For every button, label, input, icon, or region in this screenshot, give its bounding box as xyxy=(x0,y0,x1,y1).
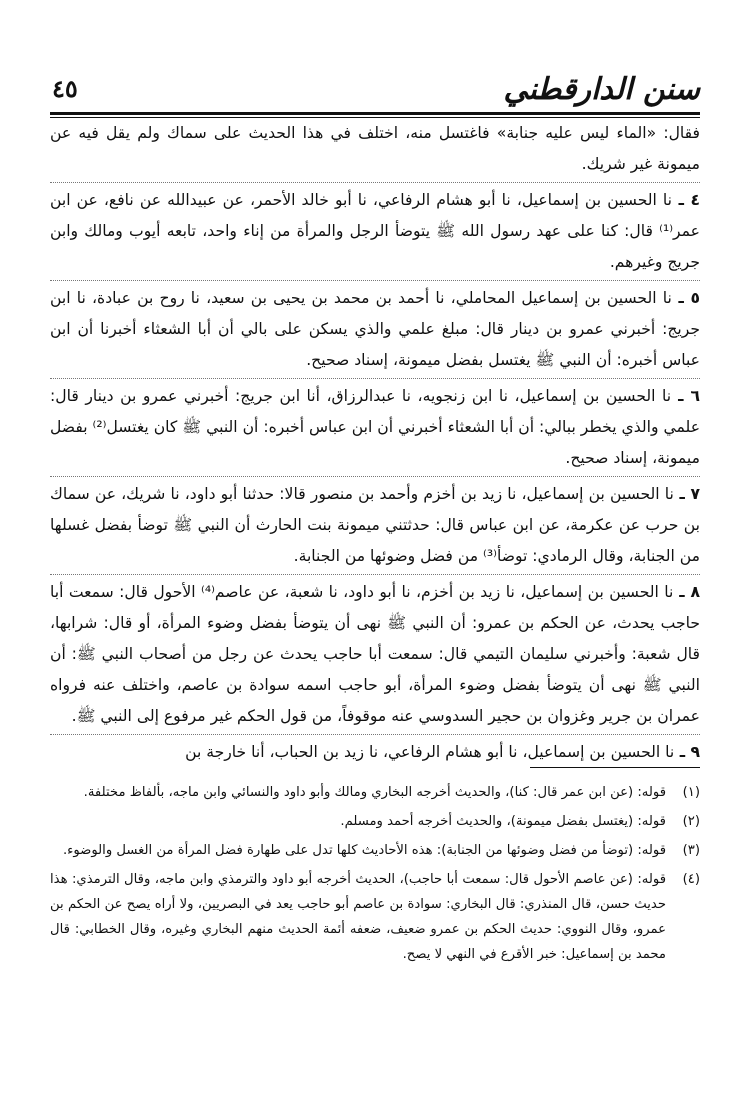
text-line: الشعثاء أخبرنا أن ابن عباس أخبره: أن النبي ﷺ يغتسل بفضل ميمونة، إسناد صحيح. xyxy=(50,320,700,369)
footnote-line: قوله: (عن ابن عمر قال: كنا)، والحديث أخرجه البخاري ومالك وأبو داود والنسائي وابن ماجه، xyxy=(164,785,666,800)
text-line: نا الحسين بن إسماعيل، نا زيد بن أخزم وأحمد بن منصور قالا: حدثنا أبو داود، نا xyxy=(165,485,674,503)
hadith-number: ٧ ـ xyxy=(673,485,700,503)
footnotes xyxy=(50,780,700,971)
text-line: نا الحسين بن إسماعيل، نا زيد بن أخزم، نا أبو داود، نا شعبة، عن عاصم⁽⁴⁾ الأحول xyxy=(147,583,674,601)
text-line: تابعه أيوب ومالك وابن جريج وغيرهم. xyxy=(50,222,700,271)
text-line: رجل من أصحاب النبي ﷺ: أن النبي ﷺ نهى أن يتوضأ بفضل وضوء المرأة، أبو حاجب اسمه xyxy=(50,645,701,694)
footnote-line: بألفاظ مختلفة. xyxy=(83,785,165,800)
paragraph-separator xyxy=(50,378,700,379)
footnote-number: (٣) xyxy=(682,843,700,858)
hadith-paragraph xyxy=(50,577,700,732)
footnote-line: الحكم بن عمرو ضعيف، ضعفه أئمة الحديث منهم البخاري وغيره، وقال الخطابي: قال محمد بن xyxy=(50,922,666,962)
hadith-number: ٤ ـ xyxy=(672,191,700,209)
text-line: من قول الحكم غير مرفوع إلى النبي ﷺ. xyxy=(71,707,333,725)
text-line: عبادة، نا ابن جريج: أخبرني عمرو بن دينار قال: مبلغ علمي والذي يسكن على بالي أن أبا xyxy=(50,289,700,338)
text-line: سوادة بن عاصم، واختلف عنه فرواه عمران بن جرير وغزوان بن حجير السدوسي عنه موقوفاً، xyxy=(50,676,700,725)
footnote-line: ماجه، وقال الترمذي: هذا حديث حسن، قال المنذري: قال البخاري: سوادة بن عاصم xyxy=(50,872,666,912)
hadith-paragraph xyxy=(50,479,700,572)
text-line: النبي ﷺ توضأ بفضل غسلها من الجنابة، وقال الرمادي: توضأ⁽³⁾ من فضل وضوئها من الجنابة. xyxy=(50,516,700,565)
footnote-line: الغسل والوضوء. xyxy=(62,843,153,858)
header-rule xyxy=(50,112,700,115)
text-line: المرأة، أو قال: شرابها، قال شعبة: وأخبرني سليمان التيمي قال: سمعت أبا حاجب يحدث عن xyxy=(50,614,700,663)
book-page xyxy=(50,70,700,1070)
hadith-number: ٩ ـ xyxy=(674,743,700,761)
text-line: كان يغتسل⁽²⁾ بفضل ميمونة، إسناد صحيح. xyxy=(50,418,700,467)
hadith-number: ٥ ـ xyxy=(671,289,700,307)
page-header xyxy=(50,70,700,108)
main-text xyxy=(50,118,700,770)
footnote-line: قوله: (توضأ من فضل وضوئها من الجنابة): هذه الأحاديث كلها تدل على طهارة فضل المرأة من xyxy=(152,843,666,858)
page-number: ٤٥ xyxy=(52,74,78,103)
hadith-paragraph xyxy=(50,283,700,376)
text-line: قال: سمعت أبا حاجب يحدث، عن الحكم بن عمرو: أن النبي ﷺ نهى أن يتوضأ بفضل وضوء xyxy=(50,583,700,632)
footnote-number: (١) xyxy=(682,785,700,800)
footnote-text xyxy=(50,809,666,834)
hadith-number: ٨ ـ xyxy=(673,583,700,601)
paragraph-separator xyxy=(50,476,700,477)
paragraph-separator xyxy=(50,574,700,575)
text-line: نا الحسين بن إسماعيل، نا أبو هشام الرفاعي، نا زيد بن الحباب، أنا خارجة بن xyxy=(185,743,675,761)
footnote xyxy=(50,780,700,805)
text-line: فقال: «الماء ليس عليه جنابة» فاغتسل منه، اختلف في هذا الحديث على سماك ولم يقل فيه عن xyxy=(50,124,700,142)
paragraph-separator xyxy=(50,734,700,735)
text-line: ميمونة غير شريك. xyxy=(581,155,700,173)
text-line: نا الحسين بن إسماعيل، نا ابن زنجويه، نا عبدالرزاق، أنا ابن جريج: أخبرني عمرو بن xyxy=(113,387,672,405)
footnote-line: إسماعيل: خبر الأقرع في النهي لا يصح. xyxy=(402,947,614,962)
hadith-number: ٦ ـ xyxy=(671,387,700,405)
hadith-paragraph xyxy=(50,118,700,180)
hadith-paragraph xyxy=(50,381,700,474)
running-title: سنن الدارقطني xyxy=(503,72,700,107)
footnote-number: (٤) xyxy=(682,872,700,887)
text-line: دينار قال: علمي والذي يخطر ببالي: أن أبا الشعثاء أخبرني أن ابن عباس أخبره: أن النبي ﷺ xyxy=(50,387,700,436)
paragraph-separator xyxy=(50,182,700,183)
footnote xyxy=(50,838,700,863)
text-line: نافع، عن ابن عمر⁽¹⁾ قال: كنا على عهد رسول الله ﷺ يتوضأ الرجل والمرأة من إناء واحد، xyxy=(50,191,700,240)
footnote-number: (٢) xyxy=(682,814,700,829)
hadith-paragraph xyxy=(50,737,700,768)
footnote-text xyxy=(50,867,666,967)
footnote xyxy=(50,867,700,967)
text-line: نا الحسين بن إسماعيل، نا أبو هشام الرفاعي، نا أبو خالد الأحمر، عن عبيدالله عن xyxy=(133,191,673,209)
footnote-text xyxy=(50,780,666,805)
footnote xyxy=(50,809,700,834)
text-line: شريك، عن سماك بن حرب عن عكرمة، عن ابن عباس قال: حدثتني ميمونة بنت الحارث أن xyxy=(50,485,700,534)
footnote-line: قوله: (يغتسل بفضل ميمونة)، والحديث أخرجه أحمد ومسلم. xyxy=(340,814,666,829)
hadith-paragraph xyxy=(50,185,700,278)
text-line: نا الحسين بن إسماعيل المحاملي، نا أحمد بن محمد بن يحيى بن سعيد، نا روح بن xyxy=(130,289,672,307)
footnote-line: أبو حاجب يعد في البصريين، ولا أراه يصح عن الحكم بن عمرو، وقال النووي: حديث xyxy=(50,897,666,937)
footnote-text xyxy=(50,838,666,863)
footnotes-divider xyxy=(530,767,700,768)
paragraph-separator xyxy=(50,280,700,281)
footnote-line: قوله: (عن عاصم الأحول قال: سمعت أبا حاجب)، الحديث أخرجه أبو داود والترمذي وابن xyxy=(185,872,667,887)
